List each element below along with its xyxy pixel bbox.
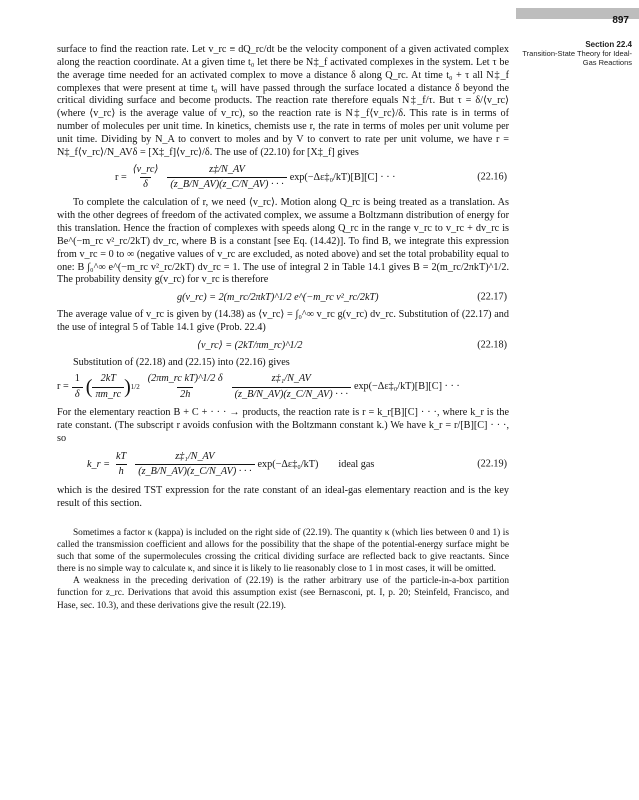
small-paragraph-1: Sometimes a factor κ (kappa) is included on the right side of (22.19). The quantity κ (which lies between 0 and 1) is called the transmission coefficient and allows for the possibility that the shape of the potential-energy surface might be such that some of the supermolecules crossing the critical dividing surface are reflected back to give reactants. Since there is no simple way to calculate κ, and since it is likely to lie reasonably close to 1 in most cases, it will be omitted. [57, 528, 509, 575]
paragraph-4: Substitution of (22.18) and (22.15) into (22.16) gives [73, 356, 290, 368]
eqs-f4-den: (z_B/N_AV)(z_C/N_AV) · · · [232, 387, 351, 402]
eqs-rparen: ) [124, 376, 131, 399]
eq19-f1-den: h [116, 464, 127, 479]
eq19-note: ideal gas [338, 458, 375, 470]
page-number: 897 [612, 15, 629, 26]
paragraph-6: which is the desired TST expression for the rate constant of an ideal-gas elementary reaction and is the key result of this section. [57, 485, 509, 510]
eqs-f2-den: πm_rc [92, 387, 124, 402]
small-paragraph-2: A weakness in the preceding derivation of (22.19) is the rather arbitrary use of the particle-in-a-box partition function for z_rc. Derivations that avoid this assumption exist (see Bernasconi, pt. I, p. 20; Steinfeld, Francisco, and Hase, sec. 10.3), and these derivations give the result (22.19). [57, 576, 509, 611]
small-print-block [57, 527, 509, 612]
eqs-f2-num: 2kT [100, 373, 116, 385]
eq17-body: g(v_rc) = 2(m_rc/2πkT)^1/2 e^(−m_rc v²_rc/2kT) [177, 292, 379, 304]
eq19-f1-num: kT [116, 450, 127, 462]
eq16-f1-den: δ [140, 177, 151, 192]
eqs-tail: exp(−Δε‡₀/kT)[B][C] · · · [353, 381, 460, 393]
eqs-f3-num: (2πm_rc kT)^1/2 δ [147, 373, 223, 385]
section-number: Section 22.4 [585, 40, 632, 49]
eqs-lparen: ( [85, 376, 93, 399]
eq19-number: (22.19) [477, 459, 507, 471]
eqs-power: 1/2 [130, 383, 140, 392]
eq16-tail: exp(−Δε‡₀/kT)[B][C] · · · [289, 171, 396, 183]
eqs-lhs: r = [57, 381, 69, 393]
eq19-lhs: k_r = [87, 458, 111, 470]
eq16-f1-num: ⟨v_rc⟩ [132, 163, 159, 175]
equation-22-16 [57, 160, 509, 198]
eq16-f2-num: z‡/N_AV [209, 163, 245, 175]
paragraph-1: surface to find the reaction rate. Let v_rc ≡ dQ_rc/dt be the velocity component of a given activated complex along the reaction coordinate. At a given time t₀ let there be N‡_f activated complexes in the system. Let τ be the average time needed for an activated complex to move a distance δ along Q_rc. At time t₀ + τ all N‡_f complexes that were present at time t₀ will have passed through the surface located a distance δ beyond the critical dividing surface and become products. The reaction rate therefore equals N‡_f/τ. But τ = δ/⟨v_rc⟩ (where ⟨v_rc⟩ is the average value of v_rc), so the reaction rate is N‡_f⟨v_rc⟩/δ. This rate is in terms of number of molecules per unit time. In kinetics, chemists use r, the rate in terms of moles per unit volume per unit time. Dividing by N_A to convert to moles and by V to convert to rate per unit volume, we have r = N‡_f⟨v_rc⟩/N_AVδ = [X‡_f]⟨v_rc⟩/δ. The use of (22.10) for [X‡_f] gives [57, 44, 509, 158]
eq19-f2-den: (z_B/N_AV)(z_C/N_AV) · · · [135, 464, 254, 479]
equation-substitution [57, 369, 509, 407]
eq16-number: (22.16) [477, 172, 507, 184]
main-column [57, 44, 509, 612]
eq18-number: (22.18) [477, 339, 507, 351]
equation-22-18 [57, 335, 509, 357]
eq17-number: (22.17) [477, 291, 507, 303]
section-title: Transition-State Theory for Ideal-Gas Reactions [522, 49, 632, 67]
eqs-f1-num: 1 [74, 373, 80, 385]
equation-22-17 [57, 287, 509, 309]
eqs-f3-den: 2h [177, 387, 193, 402]
eq18-body: ⟨v_rc⟩ = (2kT/πm_rc)^1/2 [197, 339, 303, 351]
eq19-f2-num: z‡₁/N_AV [175, 450, 215, 462]
eq16-f2-den: (z_B/N_AV)(z_C/N_AV) · · · [167, 177, 286, 192]
equation-22-19 [57, 446, 509, 486]
paragraph-5: For the elementary reaction B + C + · · · → products, the reaction rate is r = k_r[B][C] · · ·, where k_r is the rate constant. (The subscript r avoids confusion with the Boltzmann constant k.) We have k_r = r/[B][C] · · ·, so [57, 407, 509, 444]
running-head [514, 40, 632, 67]
paragraph-3: The average value of v_rc is given by (14.38) as ⟨v_rc⟩ = ∫₀^∞ v_rc g(v_rc) dv_rc. Substitution of (22.17) and the use of integral 5 of Table 14.1 give (Prob. 22.4) [57, 309, 509, 333]
page-header-bar [516, 8, 639, 26]
eqs-f4-num: z‡₁/N_AV [271, 373, 311, 385]
eq16-lhs: r = [115, 171, 127, 183]
paragraph-2: To complete the calculation of r, we need ⟨v_rc⟩. Motion along Q_rc is being treated as a translation. As with the other degrees of freedom of the activated complex, we assume a Boltzmann distribution of energy for this translation. Hence the fraction of complexes with speeds along Q_rc in the range v_rc to v_rc + dv_rc is Be^(−m_rc v²_rc/2kT) dv_rc, where B is a constant [see Eq. (14.42)]. To find B, we integrate this expression from v_rc = 0 to ∞ (negative values of v_rc are excluded, as noted above) and set the total probability equal to one: B ∫₀^∞ e^(−m_rc v²_rc/2kT) dv_rc = 1. The use of integral 2 in Table 14.1 gives B = 2(m_rc/2πkT)^1/2. The probability density g(v_rc) for v_rc is therefore [57, 197, 509, 286]
eqs-f1-den: δ [72, 387, 83, 402]
eq19-tail: exp(−Δε‡₀/kT) [257, 458, 319, 470]
